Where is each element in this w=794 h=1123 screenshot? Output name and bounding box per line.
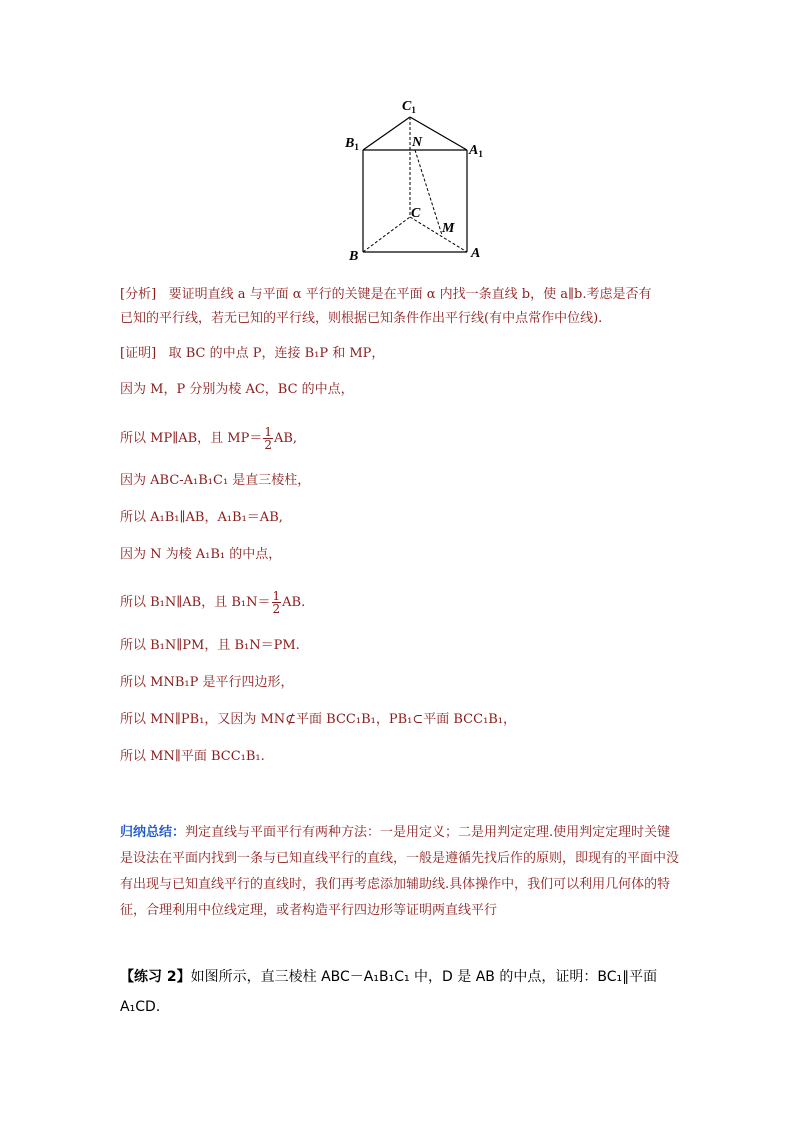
- fraction-one-half-2: [272, 590, 282, 615]
- label-m: M: [442, 221, 455, 236]
- edge-c-a: [410, 217, 467, 252]
- exercise-tag: 【练习 2】: [120, 969, 191, 985]
- prism-diagram: [340, 95, 500, 265]
- label-b: B: [349, 249, 359, 264]
- analysis-line-1: [120, 283, 651, 307]
- proof-line-1: [120, 342, 384, 366]
- label-c1: $C_1$: [402, 99, 416, 115]
- prism-figure: [340, 95, 500, 265]
- edge-b-c: [363, 217, 410, 252]
- summary-body: 判定直线与平面平行有两种方法：一是用定义；二是用判定定理.使用判定定理时关键是设法在平面内找到一条与已知直线平行的直线，一般是遵循先找后作的原则，即现有的平面中没有出现与已知直线平行的直线时，我们再考虑添加辅助线.具体操作中，我们可以利用几何体的特征，合理利用中位线定理，或者构造平行四边形等证明两直线平行: [120, 825, 680, 918]
- exercise-paragraph: [120, 962, 680, 1022]
- proof-step-2: 因为 M，P 分别为棱 AC，BC 的中点，: [120, 382, 354, 397]
- fraction-denominator: 2: [264, 438, 272, 452]
- summary-paragraph: [120, 820, 680, 924]
- analysis-text-2: 已知的平行线，若无已知的平行线，则根据已知条件作出平行线(有中点常作中位线).: [120, 311, 603, 326]
- proof-step-10: 所以 MN∥PB₁，又因为 MN⊄平面 BCC₁B₁，PB₁⊂平面 BCC₁B₁，: [120, 712, 517, 727]
- fraction-one-half: [263, 426, 273, 451]
- proof-line-2: [120, 378, 354, 402]
- proof-tag: [证明]: [120, 346, 157, 361]
- analysis-tag: [分析]: [120, 287, 157, 302]
- proof-step-4: 因为 ABC-A₁B₁C₁ 是直三棱柱，: [120, 473, 311, 488]
- proof-line-10: [120, 708, 516, 732]
- proof-line-8: [120, 634, 300, 658]
- proof-line-4: [120, 469, 310, 493]
- label-a1: $A_1$: [469, 143, 483, 159]
- proof-line-7: [120, 590, 305, 615]
- proof-step-8: 所以 B₁N∥PM，且 B₁N＝PM.: [120, 638, 300, 653]
- summary-heading: 归纳总结：: [120, 825, 186, 840]
- exercise-body: 如图所示，直三棱柱 ABC－A₁B₁C₁ 中，D 是 AB 的中点，证明：BC₁∥平面 A₁CD.: [120, 969, 658, 1015]
- proof-line-11: [120, 745, 265, 769]
- edge-b1-c1: [363, 117, 410, 150]
- proof-step-5: 所以 A₁B₁∥AB，A₁B₁＝AB,: [120, 510, 283, 525]
- proof-step-7b: AB.: [282, 595, 306, 610]
- proof-line-5: [120, 506, 283, 530]
- proof-line-6: [120, 543, 281, 567]
- fraction-numerator: 1: [272, 589, 281, 603]
- fraction-numerator: 1: [264, 425, 272, 439]
- fraction-denominator: 2: [272, 602, 281, 616]
- label-b1: $B_1$: [345, 136, 359, 152]
- proof-line-9: [120, 671, 293, 695]
- proof-line-3: [120, 426, 297, 451]
- proof-step-11: 所以 MN∥平面 BCC₁B₁.: [120, 749, 265, 764]
- analysis-line-2: [120, 307, 602, 331]
- proof-step-9: 所以 MNB₁P 是平行四边形，: [120, 675, 294, 690]
- analysis-text-1: 要证明直线 a 与平面 α 平行的关键是在平面 α 内找一条直线 b，使 a∥b.考虑是否有: [168, 287, 652, 302]
- label-c: C: [411, 206, 421, 221]
- proof-step-3b: AB,: [273, 431, 298, 446]
- proof-step-1: 取 BC 的中点 P，连接 B₁P 和 MP，: [168, 346, 385, 361]
- proof-step-7a: 所以 B₁N∥AB，且 B₁N＝: [120, 595, 271, 610]
- proof-step-6: 因为 N 为棱 A₁B₁ 的中点，: [120, 547, 282, 562]
- label-n: N: [412, 135, 423, 150]
- proof-step-3a: 所以 MP∥AB，且 MP＝: [120, 431, 263, 446]
- label-a: A: [471, 246, 481, 261]
